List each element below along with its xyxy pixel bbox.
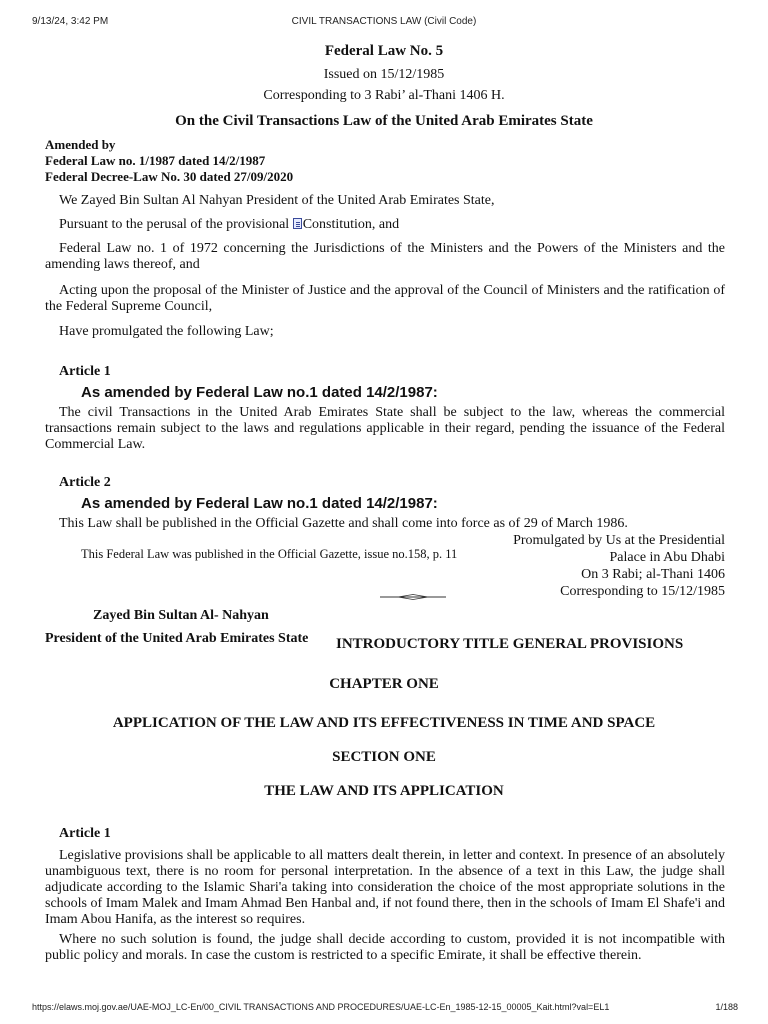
introductory-title: INTRODUCTORY TITLE GENERAL PROVISIONS — [336, 636, 684, 652]
chapter-title: APPLICATION OF THE LAW AND ITS EFFECTIVENESS IN TIME AND SPACE — [112, 715, 656, 731]
preamble-paragraph: We Zayed Bin Sultan Al Nahyan President of the United Arab Emirates State, — [59, 193, 495, 208]
article-title: Article 2 — [59, 475, 111, 490]
preamble-paragraph: Pursuant to the perusal of the provisional Constitution, and — [59, 217, 400, 232]
amendment-item: Federal Decree-Law No. 30 dated 27/09/2020 — [45, 169, 294, 184]
gazette-note: This Federal Law was published in the Official Gazette, issue no.158, p. 11 — [81, 547, 458, 561]
article-text: This Law shall be published in the Official Gazette and shall come into force as of 29 of March 1986. — [59, 516, 628, 531]
promulgation-block: Promulgated by Us at the Presidential Palace in Abu Dhabi On 3 Rabi; al-Thani 1406 Corresponding to 15/12/1985 — [513, 533, 725, 599]
source-url: https://elaws.moj.gov.ae/UAE-MOJ_LC-En/00_CIVIL TRANSACTIONS AND PROCEDURES/UAE-LC-En_1985-12-15_00005_Kait.html?val=EL1 — [32, 1002, 610, 1012]
article-text: The civil Transactions in the United Arab Emirates State shall be subject to the law, whereas the commercial transactions remain subject to the laws and regulations applicable in their regard, pending the issuance of the Federal Commercial Law. — [45, 405, 725, 452]
article-text: Legislative provisions shall be applicable to all matters dealt therein, in letter and context. In presence of an absolutely unambiguous text, there is no room for personal interpretation. In the absence of a text in this Law, the judge shall adjudicate according to the Islamic Shari'a taking into consideration the choice of the most appropriate solutions in the schools of Imam Malek and Imam Ahmad Ben Hanbal and, if not found there, then in the schools of Imam El Shafe'i and Imam Abou Hanifa, as the interest so requires. — [45, 848, 725, 927]
signatory-name: Zayed Bin Sultan Al- Nahyan — [93, 608, 269, 623]
section-title: THE LAW AND ITS APPLICATION — [264, 783, 504, 799]
document-link-icon[interactable] — [293, 218, 302, 229]
constitution-link[interactable]: Constitution — [302, 217, 372, 232]
law-number: Federal Law No. 5 — [324, 43, 444, 59]
signatory-position: President of the United Arab Emirates State — [45, 631, 309, 646]
article-title: Article 1 — [59, 826, 111, 841]
print-doc-title: CIVIL TRANSACTIONS LAW (Civil Code) — [291, 16, 477, 27]
article-title: Article 1 — [59, 364, 111, 379]
article-amendment-note: As amended by Federal Law no.1 dated 14/2/1987: — [81, 384, 438, 401]
chapter-heading: CHAPTER ONE — [329, 676, 439, 692]
page-number: 1/188 — [715, 1002, 738, 1012]
print-timestamp: 9/13/24, 3:42 PM — [32, 16, 109, 27]
amended-by-label: Amended by — [45, 137, 116, 152]
hijri-date: Corresponding to 3 Rabi’ al-Thani 1406 H. — [263, 88, 505, 103]
section-heading: SECTION ONE — [332, 749, 436, 765]
ornament-divider — [380, 594, 446, 600]
amended-by-block — [45, 137, 293, 185]
preamble-paragraph: Federal Law no. 1 of 1972 concerning the Jurisdictions of the Ministers and the Powers of the Ministers and the amending laws thereof, and — [45, 241, 725, 272]
article-amendment-note: As amended by Federal Law no.1 dated 14/2/1987: — [81, 495, 438, 512]
preamble-paragraph: Acting upon the proposal of the Minister of Justice and the approval of the Council of Ministers and the ratification of the Federal Supreme Council, — [45, 283, 725, 314]
amendment-item: Federal Law no. 1/1987 dated 14/2/1987 — [45, 153, 266, 168]
issued-date: Issued on 15/12/1985 — [323, 67, 445, 82]
preamble-paragraph: Have promulgated the following Law; — [59, 324, 274, 339]
article-text: Where no such solution is found, the judge shall decide according to custom, provided it is not incompatible with public policy and morals. In case the custom is restricted to a specific Emirate, it shall be effective therein. — [45, 932, 725, 963]
law-subject: On the Civil Transactions Law of the United Arab Emirates State — [175, 113, 593, 129]
